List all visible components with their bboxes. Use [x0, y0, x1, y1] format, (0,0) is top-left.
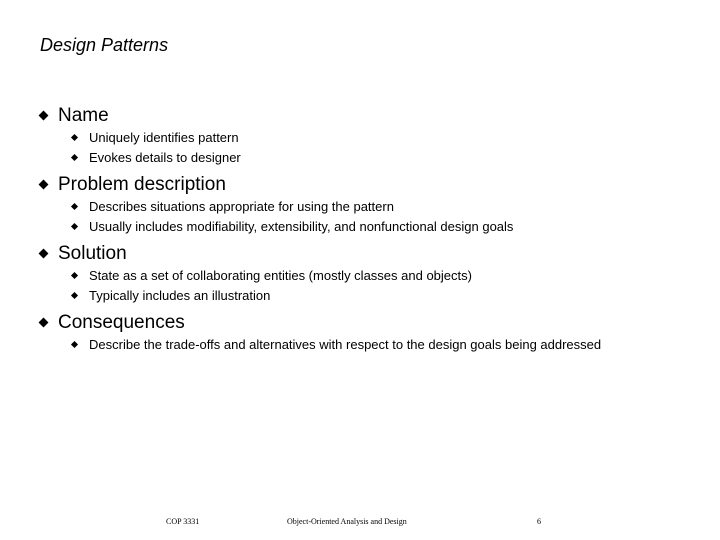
- sub-bullet: [72, 199, 662, 214]
- sub-bullet: [72, 219, 662, 234]
- sub-bullet-icon: [71, 203, 78, 210]
- sub-bullet-list: [72, 337, 662, 352]
- bullet-label: Consequences: [58, 312, 185, 333]
- sub-bullet-icon: [71, 154, 78, 161]
- sub-bullet-text: Describes situations appropriate for using the pattern: [89, 199, 394, 214]
- sub-bullet-list: [72, 130, 662, 165]
- diamond-bullet-icon: [39, 249, 49, 259]
- sub-bullet-icon: [71, 223, 78, 230]
- footer-page-number: 6: [537, 517, 541, 526]
- slide-title: Design Patterns: [40, 35, 169, 55]
- sub-bullet-icon: [71, 272, 78, 279]
- sub-bullet-text: Describe the trade-offs and alternatives with respect to the design goals being addressed: [89, 337, 602, 352]
- bullet-problem-description: [38, 173, 698, 239]
- footer-course: COP 3331: [166, 517, 200, 526]
- sub-bullet-icon: [71, 292, 78, 299]
- sub-bullet-text: Typically includes an illustration: [89, 288, 271, 303]
- sub-bullet-icon: [71, 134, 78, 141]
- bullet-consequences: [38, 311, 698, 357]
- sub-bullet: [72, 130, 662, 145]
- sub-bullet: [72, 150, 662, 165]
- diamond-bullet-icon: [39, 180, 49, 190]
- bullet-label: Solution: [58, 243, 127, 264]
- bullet-name: [38, 104, 698, 170]
- sub-bullet-text: Evokes details to designer: [89, 150, 241, 165]
- bullet-solution: [38, 242, 698, 308]
- sub-bullet: [72, 288, 662, 303]
- sub-bullet-text: Usually includes modifiability, extensibility, and nonfunctional design goals: [89, 219, 514, 234]
- bullet-label: Problem description: [58, 174, 226, 195]
- sub-bullet: [72, 337, 629, 352]
- diamond-bullet-icon: [39, 111, 49, 121]
- sub-bullet-list: [72, 199, 662, 234]
- sub-bullet-text: Uniquely identifies pattern: [89, 130, 239, 145]
- footer-subject: Object-Oriented Analysis and Design: [287, 517, 407, 526]
- sub-bullet-list: [72, 268, 662, 303]
- diamond-bullet-icon: [39, 318, 49, 328]
- sub-bullet-text: State as a set of collaborating entities (mostly classes and objects): [89, 268, 472, 283]
- sub-bullet-icon: [71, 341, 78, 348]
- bullet-label: Name: [58, 105, 109, 126]
- sub-bullet: [72, 268, 662, 283]
